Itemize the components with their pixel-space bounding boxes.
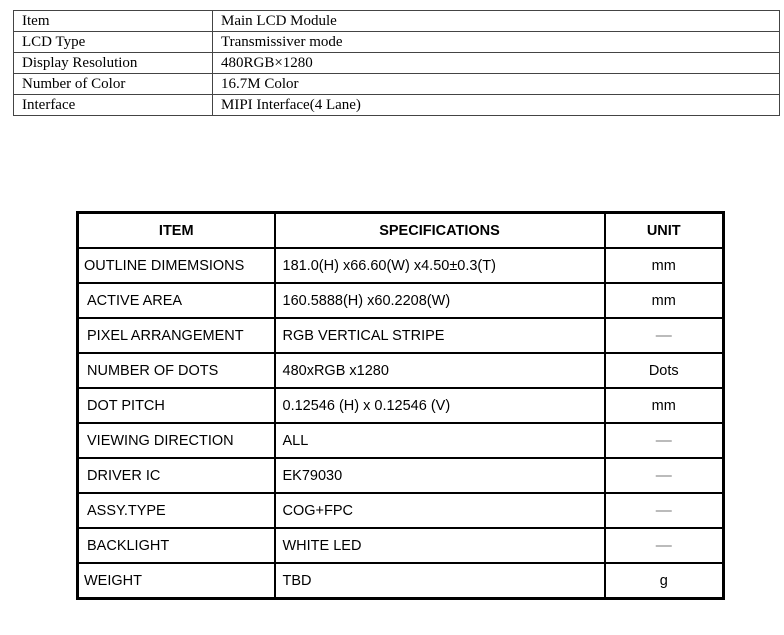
spec-item: DOT PITCH xyxy=(78,388,275,423)
table-row xyxy=(14,53,780,74)
spec-unit: — xyxy=(605,528,724,563)
table-row xyxy=(14,32,780,53)
row-label: Interface xyxy=(14,95,213,116)
table-row xyxy=(14,74,780,95)
row-value: Transmissiver mode xyxy=(213,32,780,53)
table-row xyxy=(78,248,724,283)
spec-item: WEIGHT xyxy=(78,563,275,599)
row-label: Item xyxy=(14,11,213,32)
table-header-row xyxy=(78,213,724,249)
table-row xyxy=(78,493,724,528)
table-row xyxy=(78,423,724,458)
spec-item: ASSY.TYPE xyxy=(78,493,275,528)
row-value: MIPI Interface(4 Lane) xyxy=(213,95,780,116)
table-row xyxy=(78,353,724,388)
spec-unit: — xyxy=(605,493,724,528)
spec-unit: — xyxy=(605,318,724,353)
spec-unit: — xyxy=(605,423,724,458)
spec-item: BACKLIGHT xyxy=(78,528,275,563)
table-row xyxy=(78,528,724,563)
spec-unit: mm xyxy=(605,248,724,283)
table-row xyxy=(14,11,780,32)
spec-value: 0.12546 (H) x 0.12546 (V) xyxy=(275,388,605,423)
table-row xyxy=(14,95,780,116)
table-row xyxy=(78,458,724,493)
spec-value: 181.0(H) x66.60(W) x4.50±0.3(T) xyxy=(275,248,605,283)
spec-item: ACTIVE AREA xyxy=(78,283,275,318)
row-value: 480RGB×1280 xyxy=(213,53,780,74)
spec-value: 480xRGB x1280 xyxy=(275,353,605,388)
spec-unit: g xyxy=(605,563,724,599)
table-row xyxy=(78,563,724,599)
row-label: LCD Type xyxy=(14,32,213,53)
spec-item: PIXEL ARRANGEMENT xyxy=(78,318,275,353)
spec-value: EK79030 xyxy=(275,458,605,493)
row-label: Display Resolution xyxy=(14,53,213,74)
table-row xyxy=(78,388,724,423)
spec-item: DRIVER IC xyxy=(78,458,275,493)
general-info-table xyxy=(13,10,780,116)
table-row xyxy=(78,318,724,353)
spec-item: NUMBER OF DOTS xyxy=(78,353,275,388)
spec-item: VIEWING DIRECTION xyxy=(78,423,275,458)
spec-value: WHITE LED xyxy=(275,528,605,563)
table-row xyxy=(78,283,724,318)
header-item: ITEM xyxy=(78,213,275,249)
spec-unit: mm xyxy=(605,388,724,423)
header-specifications: SPECIFICATIONS xyxy=(275,213,605,249)
spec-value: 160.5888(H) x60.2208(W) xyxy=(275,283,605,318)
row-value: Main LCD Module xyxy=(213,11,780,32)
spec-value: RGB VERTICAL STRIPE xyxy=(275,318,605,353)
row-value: 16.7M Color xyxy=(213,74,780,95)
specifications-table xyxy=(76,211,725,600)
spec-unit: mm xyxy=(605,283,724,318)
spec-value: COG+FPC xyxy=(275,493,605,528)
spec-item: OUTLINE DIMEMSIONS xyxy=(78,248,275,283)
spec-value: TBD xyxy=(275,563,605,599)
spec-unit: — xyxy=(605,458,724,493)
header-unit: UNIT xyxy=(605,213,724,249)
row-label: Number of Color xyxy=(14,74,213,95)
spec-value: ALL xyxy=(275,423,605,458)
spec-unit: Dots xyxy=(605,353,724,388)
